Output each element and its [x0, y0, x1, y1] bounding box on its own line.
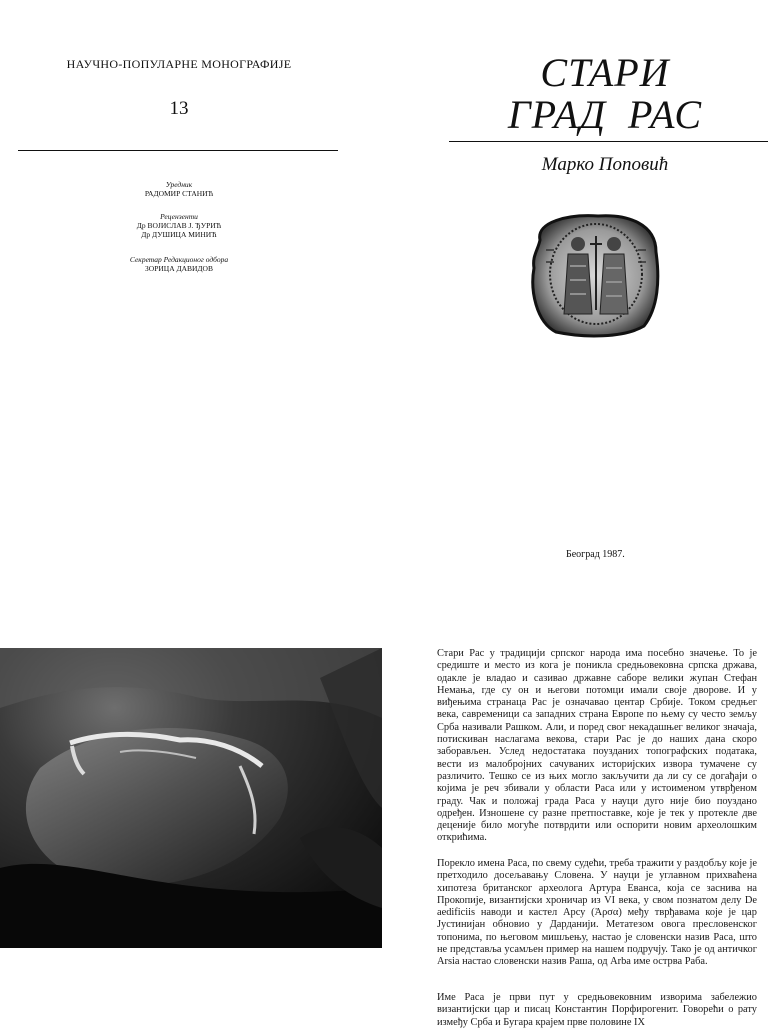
- paragraph-3-text: Име Раса је први пут у средњовековним изворима забележио византијски цар и писац Константин Порфирогенит. Говорећи о рату између Срба и Бугара крајем прве половине IX: [437, 992, 757, 1028]
- reviewers-block: [20, 212, 338, 239]
- seal-image: [528, 210, 662, 340]
- editor-label: Уредник: [165, 180, 193, 189]
- editor-name: РАДОМИР СТАНИЋ: [144, 189, 214, 198]
- reviewer-2: Др ДУШИЦА МИНИЋ: [141, 230, 217, 239]
- reviewers-label: Рецензенти: [160, 212, 198, 221]
- text-paragraph-1: [437, 648, 757, 845]
- imprint-place-year: Београд 1987.: [566, 549, 625, 560]
- editor-block: [20, 180, 338, 198]
- divider-left: [18, 150, 338, 151]
- secretary-block: [20, 255, 338, 273]
- paragraph-1-text: Стари Рас у традицији српског народа има посебно значење. То је средиште и место из кога је поникла средњовековна српска држава, одакле је владао и сазивао државне саборе велики жупан Стефан Немања, где су он и његови потомци имали своје дворове. И у виђењима странаца Рас је означавао центар Србије. Током средњег века, савременици са западних страна Европе по њему су често земљу Срба називали Рашком. Али, и поред свог некадашњег великог значаја, потискиван наслагама векова, стари Рас је до наших дана скоро заборављен. Услед недостатака поузданих топографских података, вести из малобројних сачуваних историјских извора тумачене су различито. Тешко се из њих могло закључити да ли су се догађаји о којима је реч збивали у области Раса или у истоименом утврђеном граду. Чак и положај града Раса у науци дуго није био поуздано одређен. Изношене су разне претпоставке, које је тек у протекле две деценије било могуће потврдити или оспорити новим археолошким открићима.: [437, 648, 757, 844]
- text-paragraph-3: [437, 992, 757, 1029]
- text-paragraph-2: [437, 858, 757, 969]
- series-title: НАУЧНО-ПОПУЛАРНЕ МОНОГРАФИЈЕ: [66, 57, 292, 71]
- secretary-name: ЗОРИЦА ДАВИДОВ: [145, 264, 213, 273]
- author-name: Марко Поповић: [541, 154, 669, 175]
- paragraph-2-text: Порекло имена Раса, по свему судећи, треба тражити у раздобљу које је претходило досељавању Словена. У науци је углавном прихваћена хипотеза британског археолога Артура Еванса, која се заснива на Прокопије, византијски хроничар из VI века, у свом познатом делу De aedificiis наводи и кастел Арсу (Ἀρσα) међу тврђавама које је цар Јустинијан обновио у Дарданији. Метатезом овога пресловенског топонима, по његовом мишљењу, настао је словенски назив Раса, што не представља усамљен пример на нашем подручју. Тако је од античког Arsia настао словенски назив Раша, од Arba име острва Раба.: [437, 858, 757, 968]
- book-title-line1: СТАРИ: [540, 50, 670, 95]
- secretary-label: Секретар Редакционог одбора: [129, 255, 229, 264]
- fortress-photo: [0, 648, 382, 948]
- series-number: 13: [169, 98, 189, 119]
- reviewer-1: Др ВОЈИСЛАВ Ј. ЂУРИЋ: [136, 221, 222, 230]
- divider-right: [449, 141, 768, 142]
- book-title-line2: ГРАД РАС: [507, 92, 703, 137]
